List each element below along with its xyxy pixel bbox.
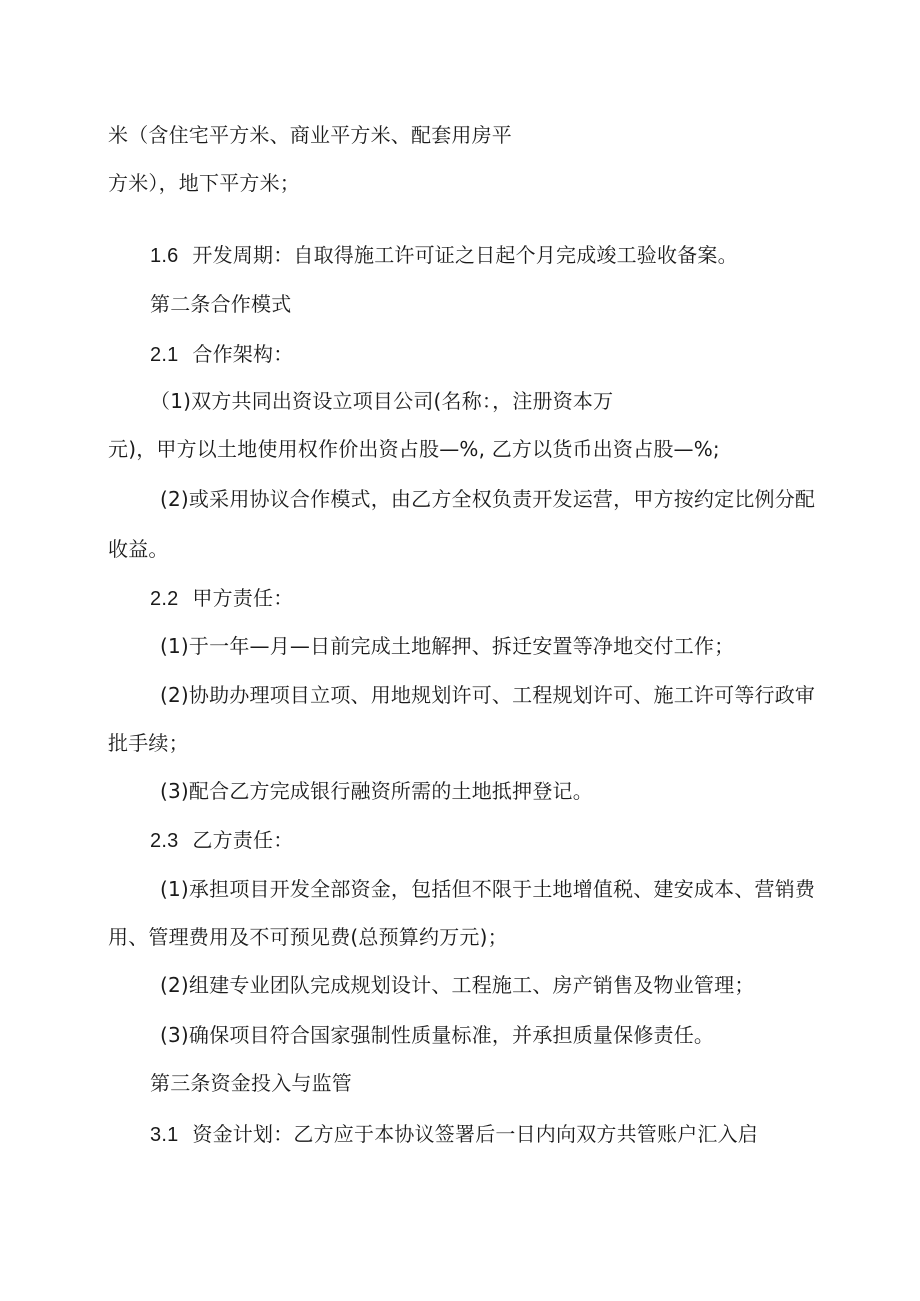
text-line: 方米），地下平方米； bbox=[108, 171, 300, 195]
text-line: (2)或采用协议合作模式，由乙方全权负责开发运营，甲方按约定比例分配 bbox=[160, 487, 816, 511]
text-line: 米（含住宅平方米、商业平方米、配套用房平 bbox=[108, 123, 512, 147]
text-line: 批手续； bbox=[108, 731, 189, 755]
section-heading: 第三条资金投入与监管 bbox=[150, 1071, 352, 1095]
text-line: (2)组建专业团队完成规划设计、工程施工、房产销售及物业管理； bbox=[160, 973, 755, 997]
clause-line: 3.1 资金计划：乙方应于本协议签署后一日内向双方共管账户汇入启 bbox=[150, 1122, 759, 1146]
text-line: (3)配合乙方完成银行融资所需的土地抵押登记。 bbox=[160, 779, 593, 803]
clause-line: 2.2 甲方责任： bbox=[150, 586, 294, 610]
text-line: (1)于一年—月—日前完成土地解押、拆迁安置等净地交付工作； bbox=[160, 634, 735, 658]
clause-number: 2.1 bbox=[150, 344, 179, 366]
text-line: (1)承担项目开发全部资金，包括但不限于土地增值税、建安成本、营销费 bbox=[160, 877, 816, 901]
clause-number: 2.2 bbox=[150, 588, 179, 610]
clause-number: 3.1 bbox=[150, 1124, 179, 1146]
clause-number: 2.3 bbox=[150, 830, 179, 852]
text-line: (2)协助办理项目立项、用地规划许可、工程规划许可、施工许可等行政审 bbox=[160, 683, 816, 707]
text-line: 用、管理费用及不可预见费(总预算约万元)； bbox=[108, 925, 508, 949]
clause-line: 2.1 合作架构： bbox=[150, 342, 294, 366]
text-line: (3)确保项目符合国家强制性质量标准，并承担质量保修责任。 bbox=[160, 1023, 715, 1047]
clause-number: 1.6 bbox=[150, 245, 179, 267]
text-line: 收益。 bbox=[108, 537, 169, 561]
clause-line: 1.6 开发周期：自取得施工许可证之日起个月完成竣工验收备案。 bbox=[150, 243, 738, 267]
text-line: （1)双方共同出资设立项目公司(名称：，注册资本万 bbox=[150, 389, 614, 413]
clause-line: 2.3 乙方责任： bbox=[150, 828, 294, 852]
section-heading: 第二条合作模式 bbox=[150, 292, 292, 316]
text-line: 元)，甲方以土地使用权作价出资占股—%, 乙方以货币出资占股—%; bbox=[108, 437, 720, 461]
